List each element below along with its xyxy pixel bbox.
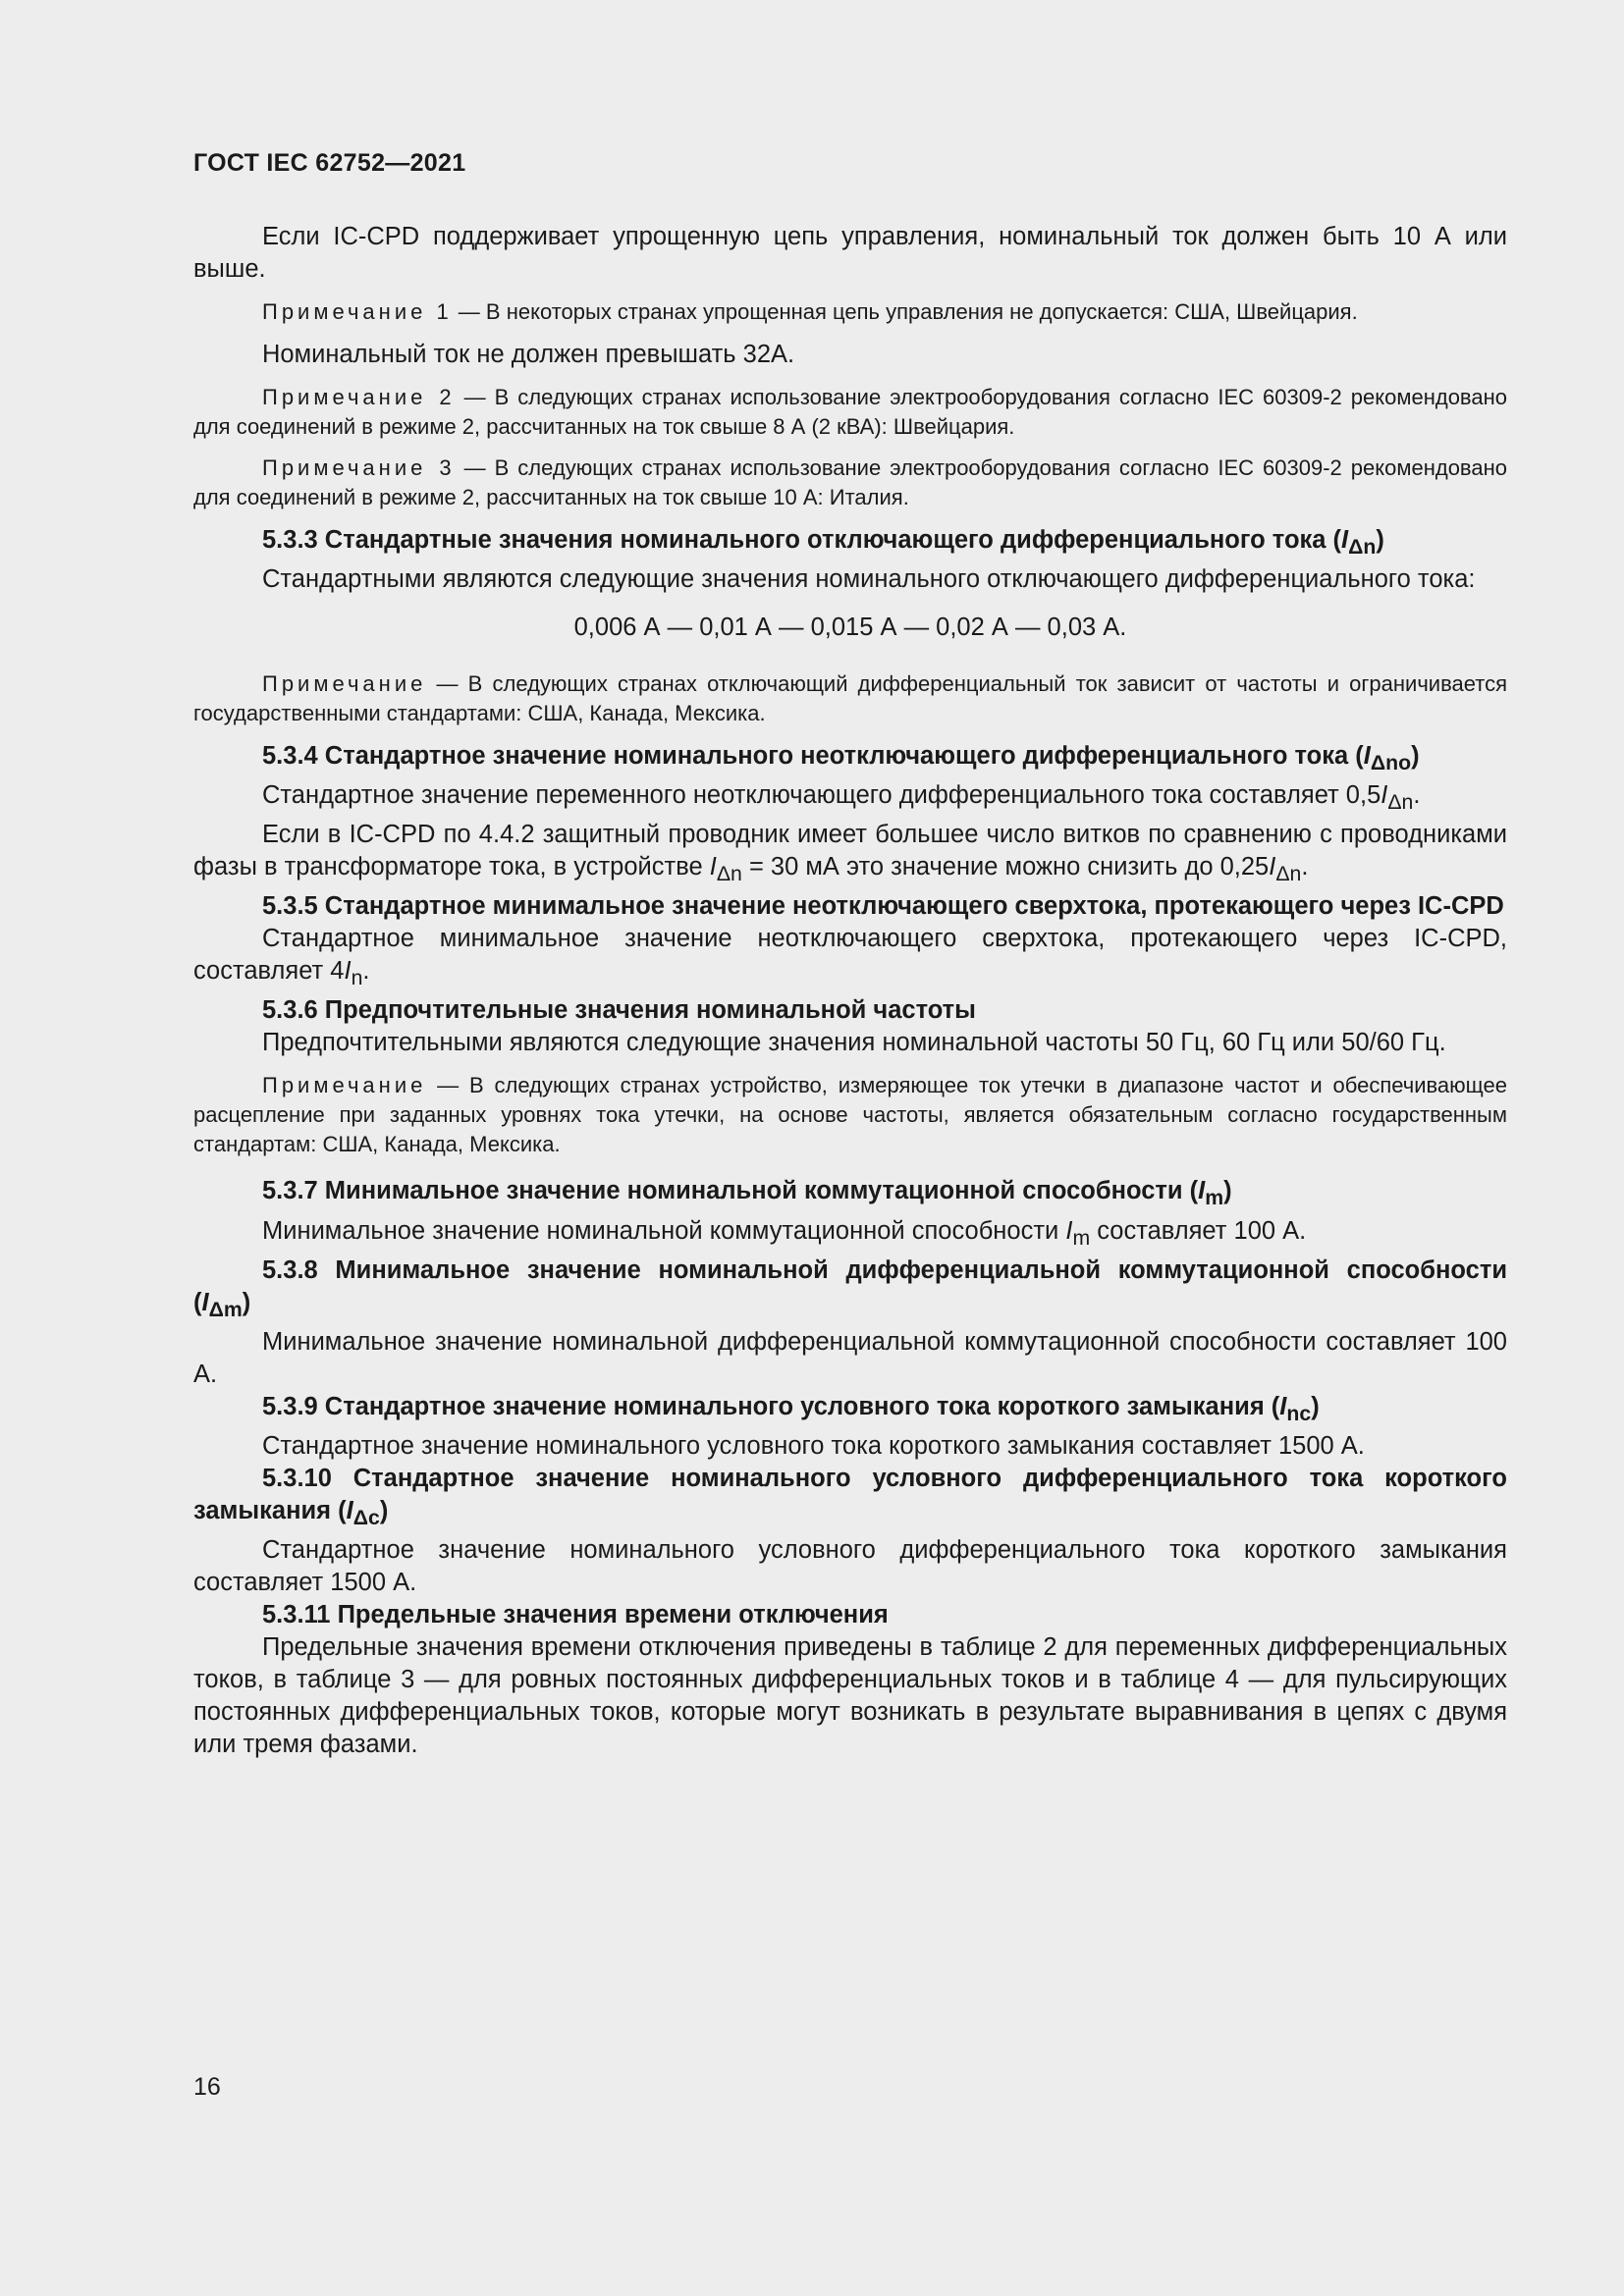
paragraph: Стандартными являются следующие значения номинального отключающего дифференциального тока: [262, 565, 1476, 594]
subscript: Δn [1275, 862, 1302, 886]
paragraph [193, 1215, 1507, 1255]
heading-close: ) [242, 1288, 251, 1316]
section-heading [193, 1463, 1507, 1534]
heading-text: 5.3.10 Стандартное значение номинального условного дифференциального тока короткого замыкания ( [193, 1464, 1507, 1524]
text: Стандартное значение переменного неотключающего дифференциального тока составляет 0,5 [262, 781, 1381, 810]
note [193, 669, 1507, 728]
paragraph: Стандартное значение номинального условного дифференциального тока короткого замыкания составляет 1500 А. [193, 1535, 1507, 1596]
section-heading [193, 1175, 1507, 1214]
heading-close: ) [1311, 1392, 1320, 1420]
subscript: nc [1286, 1401, 1312, 1425]
note-label: Примечание [262, 671, 427, 697]
paragraph: Стандартное значение номинального условного тока короткого замыкания составляет 1500 А. [262, 1431, 1365, 1460]
subscript: Δno [1370, 751, 1412, 775]
heading-text: 5.3.4 Стандартное значение номинального неотключающего дифференциального тока ( [262, 742, 1364, 771]
subscript: Δm [208, 1297, 243, 1321]
text: составляет 100 А. [1090, 1216, 1307, 1245]
heading-close: ) [1376, 526, 1384, 554]
note-text: — В следующих странах устройство, измеряющее ток утечки в диапазоне частот и обеспечивающее расцепление при заданных уровнях тока утечки, на основе частоты, является обязательным согласно государственным стандартам: США, Канада, Мексика. [193, 1073, 1507, 1157]
section-heading: 5.3.6 Предпочтительные значения номинальной частоты [262, 996, 976, 1025]
symbol: I [1341, 526, 1349, 554]
section-heading [193, 740, 1507, 779]
heading-close: ) [1223, 1177, 1232, 1205]
section-heading [193, 1391, 1507, 1430]
paragraph [193, 779, 1507, 819]
symbol: I [1363, 742, 1371, 771]
text: . [1413, 781, 1421, 810]
note-text: — В следующих странах использование электрооборудования согласно IEC 60309-2 рекомендовано для соединений в режиме 2, рассчитанных на ток свыше 10 А: Италия. [193, 455, 1507, 509]
section-heading [193, 1255, 1507, 1326]
text: Если в IC-CPD по 4.4.2 защитный проводник имеет большее число витков по сравнению с проводниками фазы в трансформаторе тока, в устройстве [193, 821, 1507, 881]
symbol: I [1065, 1216, 1073, 1245]
heading-close: ) [379, 1496, 389, 1524]
heading-text: 5.3.7 Минимальное значение номинальной коммутационной способности ( [262, 1177, 1199, 1205]
subscript: Δn [1348, 535, 1377, 560]
note-text: — В следующих странах использование электрооборудования согласно IEC 60309-2 рекомендовано для соединений в режиме 2, рассчитанных на ток свыше 8 А (2 кВА): Швейцария. [193, 385, 1507, 439]
heading-text: 5.3.8 Минимальное значение номинальной дифференциальной коммутационной способности ( [193, 1255, 1507, 1316]
text: . [1301, 853, 1309, 881]
heading-close: ) [1411, 742, 1420, 771]
heading-text: 5.3.3 Стандартные значения номинального отключающего дифференциального тока ( [262, 526, 1342, 554]
note-label: Примечание 3 [262, 455, 456, 480]
symbol: I [1380, 781, 1388, 810]
text: = 30 мА это значение можно снизить до 0,25 [741, 853, 1270, 881]
formula: 0,006 А — 0,01 А — 0,015 А — 0,02 А — 0,03 А. [573, 614, 1127, 642]
note [193, 1071, 1507, 1159]
paragraph [193, 819, 1507, 890]
note [193, 383, 1507, 442]
paragraph: Номинальный ток не должен превышать 32А. [262, 341, 795, 368]
symbol: I [709, 853, 717, 881]
subscript: n [351, 966, 363, 990]
symbol: I [1198, 1177, 1206, 1205]
subscript: Δc [352, 1505, 380, 1529]
symbol: I [201, 1288, 209, 1316]
note-label: Примечание 2 [262, 385, 456, 409]
subscript: m [1205, 1186, 1224, 1210]
subscript: Δn [716, 862, 742, 886]
symbol: I [346, 1496, 353, 1524]
paragraph: Минимальное значение номинальной дифференциальной коммутационной способности составляет 100 А. [193, 1327, 1507, 1388]
heading-text: 5.3.9 Стандартное значение номинального условного тока короткого замыкания ( [262, 1392, 1280, 1420]
symbol: I [344, 957, 352, 986]
document-header: ГОСТ IEC 62752—2021 [193, 149, 466, 177]
section-heading [193, 524, 1507, 563]
document-body [193, 221, 1507, 1761]
paragraph: Предпочтительными являются следующие значения номинальной частоты 50 Гц, 60 Гц или 50/60 Гц. [262, 1029, 1446, 1057]
text: . [362, 957, 370, 986]
note-label: Примечание 1 [262, 299, 453, 324]
subscript: m [1072, 1225, 1091, 1250]
text: Минимальное значение номинальной коммутационной способности [262, 1216, 1066, 1245]
note-text: — В следующих странах отключающий дифференциальный ток зависит от частоты и ограничивается государственными стандартами: США, Канада, Мексика. [193, 671, 1507, 726]
symbol: I [1279, 1392, 1287, 1420]
text: Стандартное минимальное значение неотключающего сверхтока, протекающего через IC-CPD, составляет 4 [193, 925, 1507, 986]
paragraph [193, 923, 1507, 994]
note [193, 454, 1507, 512]
section-heading: 5.3.5 Стандартное минимальное значение неотключающего сверхтока, протекающего через IC-CPD [262, 892, 1504, 921]
section-heading: 5.3.11 Предельные значения времени отключения [262, 1600, 889, 1629]
note [193, 297, 1507, 327]
subscript: Δn [1387, 790, 1414, 815]
paragraph: Предельные значения времени отключения приведены в таблице 2 для переменных дифференциальных токов, в таблице 3 — для ровных постоянных дифференциальных токов и в таблице 4 — для пульсирующих постоянных дифференциальных токов, которые могут возникать в результате выравнивания в цепях с двумя или тремя фазами. [193, 1632, 1507, 1758]
note-label: Примечание [262, 1073, 427, 1098]
paragraph: Если IC-CPD поддерживает упрощенную цепь управления, номинальный ток должен быть 10 А или выше. [193, 223, 1507, 283]
page-number: 16 [193, 2073, 221, 2101]
symbol: I [1269, 853, 1276, 881]
note-text: — В некоторых странах упрощенная цепь управления не допускается: США, Швейцария. [452, 299, 1358, 324]
